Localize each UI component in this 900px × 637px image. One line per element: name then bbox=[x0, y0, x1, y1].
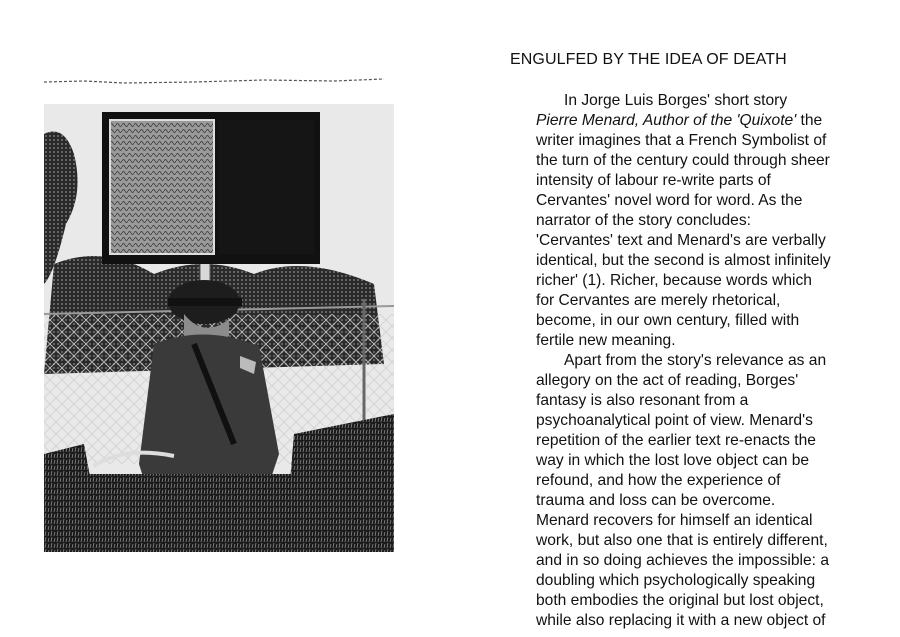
article-column bbox=[510, 50, 862, 90]
article-line: In Jorge Luis Borges' short story bbox=[564, 92, 788, 109]
article-line: both embodies the original but lost object, bbox=[536, 592, 824, 609]
article-line: Apart from the story's relevance as an bbox=[564, 352, 827, 369]
article-line: way in which the lost love object can be bbox=[536, 452, 810, 469]
article-line: trauma and loss can be overcome. bbox=[536, 492, 776, 509]
article-line: allegory on the act of reading, Borges' bbox=[536, 372, 799, 389]
article-line: narrator of the story concludes: bbox=[536, 212, 751, 229]
article-line: repetition of the earlier text re-enacts the bbox=[536, 432, 816, 449]
article-line: richer' (1). Richer, because words which bbox=[536, 272, 812, 289]
article-line: work, but also one that is entirely different, bbox=[536, 532, 828, 549]
article-line: Menard recovers for himself an identical bbox=[536, 512, 813, 529]
article-line: for Cervantes are merely rhetorical, bbox=[536, 292, 781, 309]
article-line: intensity of labour re-write parts of bbox=[536, 172, 771, 189]
article-line: while also replacing it with a new object of bbox=[536, 612, 826, 629]
article-line: Cervantes' novel word for word. As the bbox=[536, 192, 803, 209]
article-line: doubling which psychologically speaking bbox=[536, 572, 816, 589]
article-body bbox=[536, 91, 866, 631]
article-line: Pierre Menard, Author of the 'Quixote' the bbox=[536, 112, 823, 129]
article-line: fertile new meaning. bbox=[536, 332, 676, 349]
article-line: 'Cervantes' text and Menard's are verbally bbox=[536, 232, 826, 249]
article-line: writer imagines that a French Symbolist of bbox=[536, 132, 827, 149]
article-line: and in so doing achieves the impossible: a bbox=[536, 552, 829, 569]
article-line: the turn of the century could through sheer bbox=[536, 152, 830, 169]
article-line: refound, and how the experience of bbox=[536, 472, 781, 489]
article-line: psychoanalytical point of view. Menard's bbox=[536, 412, 813, 429]
article-line: become, in our own century, filled with bbox=[536, 312, 800, 329]
article-line: fantasy is also resonant from a bbox=[536, 392, 749, 409]
photograph-soldier-with-sign bbox=[44, 74, 394, 552]
article-line: identical, but the second is almost infinitely bbox=[536, 252, 831, 269]
article-heading: ENGULFED BY THE IDEA OF DEATH bbox=[510, 51, 787, 68]
